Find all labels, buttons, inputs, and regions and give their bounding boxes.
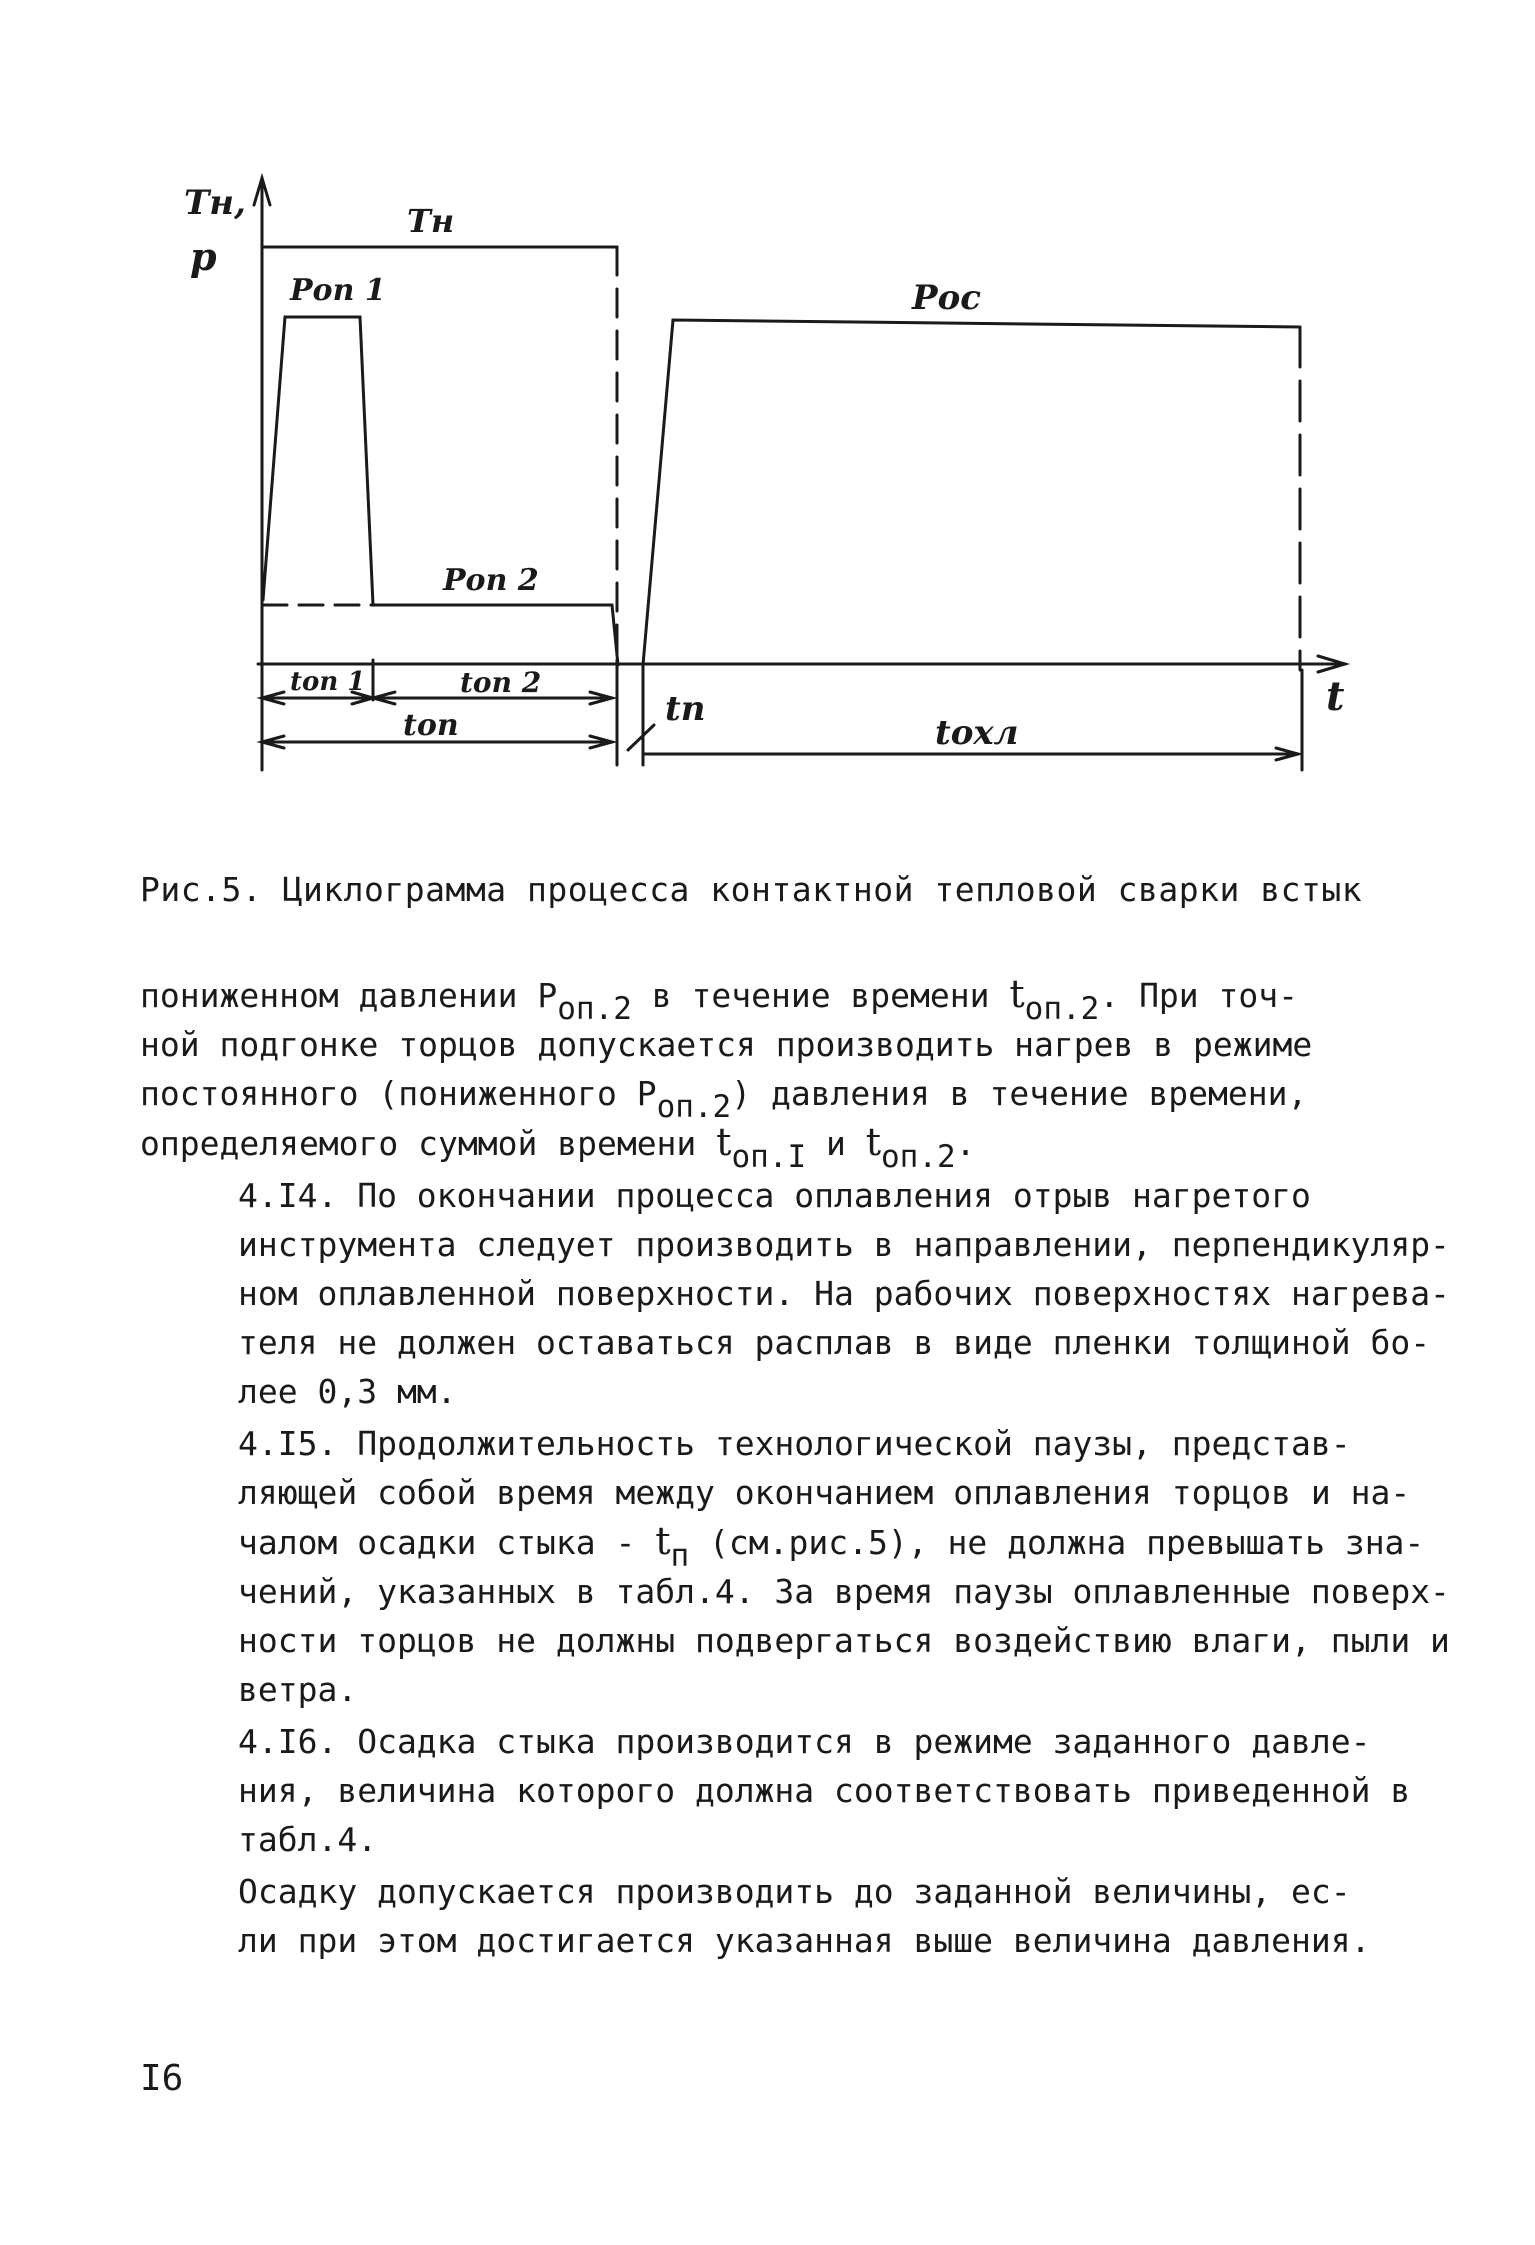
t-op1-label: tоп 1 bbox=[290, 667, 366, 697]
body-text bbox=[140, 970, 1450, 1965]
paragraph-1: пониженном давлении $Р_{оп.2}$ в течение времени $t_{оп.2}$. При точ- ной подгонке торцов допускается производить нагрев в режиме постоянного (пониженного $Р_{оп.2}$) давления в течение времени, определяемого суммой времени $t_{оп.I}$ и $t_{оп.2}$. bbox=[140, 972, 1313, 1175]
t-p-label: tп bbox=[665, 689, 706, 729]
x-axis-label: t bbox=[1326, 673, 1345, 720]
dim-tp bbox=[628, 725, 654, 750]
p-os-curve bbox=[643, 320, 1300, 665]
t-op2-label: tоп 2 bbox=[460, 666, 542, 699]
paragraph-4-16: 4.I6. Осадка стыка производится в режиме заданного давле- ния, величина которого должна соответствовать приведенной в табл.4. bbox=[238, 1722, 1411, 1859]
t-op-label: tоп bbox=[403, 708, 459, 743]
paragraph-4-15: 4.I5. Продолжительность технологической паузы, представ- ляющей собой время между окончанием оплавления торцов и на- чалом осадки стыка - $t_п$ (см.рис.5), не должна превышать зна- чений, указанных в табл.4. За время паузы оплавленные поверх- ности торцов не должны подвергаться воздействию влаги, пыли и ветра. bbox=[238, 1424, 1450, 1709]
y-axis-label-p: p bbox=[190, 234, 217, 279]
y-axis-label: Tн, bbox=[184, 183, 246, 223]
figure-caption: Рис.5. Циклограмма процесса контактной тепловой сварки встык bbox=[140, 870, 1363, 909]
p-op-curve bbox=[263, 317, 618, 665]
cyclogram-figure bbox=[0, 0, 1535, 800]
p-op2-label: Pоп 2 bbox=[443, 563, 539, 598]
page-number: I6 bbox=[140, 2058, 184, 2099]
paragraph-4-14: 4.I4. По окончании процесса оплавления отрыв нагретого инструмента следует производить в направлении, перпендикуляр- ном оплавленной поверхности. На рабочих поверхностях нагрева- теля не должен оставаться расплав в виде пленки толщиной бо- лее 0,3 мм. bbox=[238, 1176, 1450, 1411]
p-op1-label: Pоп 1 bbox=[290, 273, 386, 308]
paragraph-upsetting: Осадку допускается производить до заданной величины, ес- ли при этом достигается указанная выше величина давления. bbox=[238, 1872, 1371, 1960]
p-os-label: Pос bbox=[912, 278, 981, 318]
tn-label: Tн bbox=[407, 202, 455, 240]
t-ohl-label: tохл bbox=[935, 713, 1019, 753]
